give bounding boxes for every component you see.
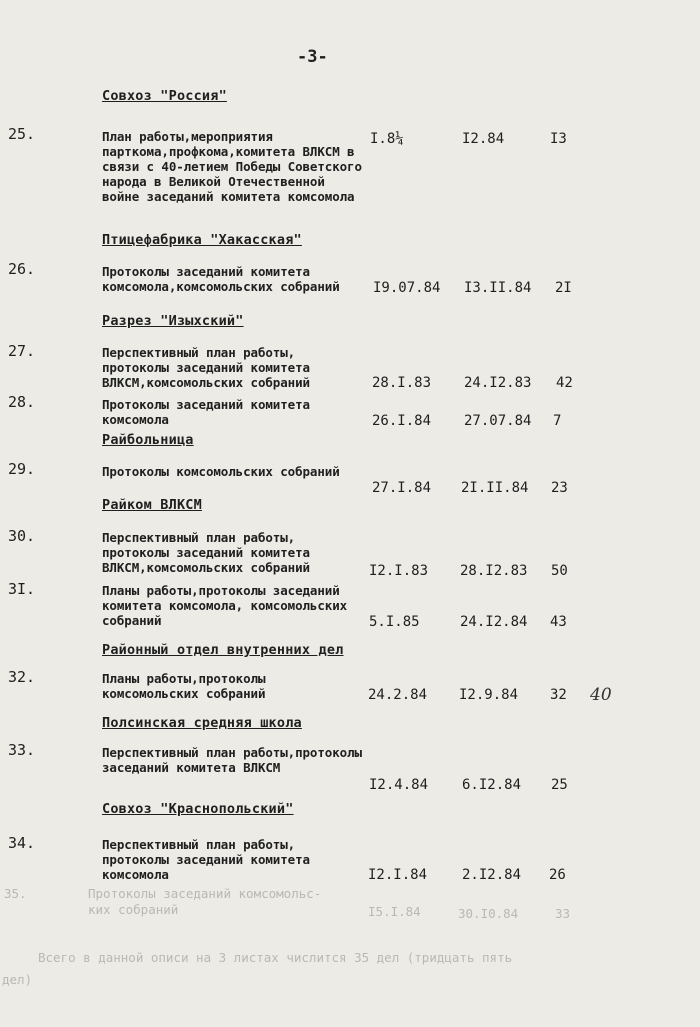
entry-description: Перспективный план работы, протоколы заседаний комитета комсомола: [102, 837, 310, 882]
entry-number: 29.: [8, 460, 36, 478]
entry-description: Протоколы комсомольских собраний: [102, 464, 340, 479]
page-number: -3-: [297, 47, 328, 67]
entry-count: 7: [553, 413, 562, 429]
handwritten-note: 40: [590, 685, 612, 705]
entry-end-date: I2.9.84: [459, 687, 519, 703]
entry-end-date: 24.I2.83: [464, 375, 532, 391]
entry-description: Перспективный план работы,протоколы заседаний комитета ВЛКСМ: [102, 745, 362, 775]
entry-end-date: 27.07.84: [464, 413, 532, 429]
entry-end-date: 24.I2.84: [460, 614, 528, 630]
entry-description: Планы работы,протоколы комсомольских собраний: [102, 671, 266, 701]
entry-number: 30.: [8, 527, 36, 545]
entry-description: Протоколы заседаний комитета комсомола,комсомольских собраний: [102, 264, 340, 294]
entry-description: Планы работы,протоколы заседаний комитета комсомола, комсомольских собраний: [102, 583, 348, 628]
entry-count: 50: [551, 563, 568, 579]
bleed-description-line: ких собраний: [88, 902, 179, 917]
entry-count: 26: [549, 867, 566, 883]
section-title: Птицефабрика "Хакасская": [102, 232, 302, 248]
section-title: Полсинская средняя школа: [102, 715, 302, 731]
entry-start-date: 26.I.84: [372, 413, 432, 429]
section-title: Райбольница: [102, 432, 194, 448]
entry-end-date: 6.I2.84: [462, 777, 522, 793]
entry-description: Перспективный план работы, протоколы заседаний комитета ВЛКСМ,комсомольских собраний: [102, 345, 310, 390]
entry-description: План работы,мероприятия парткома,профкома,комитета ВЛКСМ в связи с 40-летием Победы Советского народа в Великой Отечественной войне заседаний комитета комсомола: [102, 129, 362, 204]
section-title: Райком ВЛКСМ: [102, 497, 202, 513]
entry-number: 34.: [8, 834, 36, 852]
entry-end-date: I2.84: [462, 131, 505, 147]
entry-start-date: 24.2.84: [368, 687, 428, 703]
entry-count: I3: [550, 131, 567, 147]
bleed-footer-line: дел): [2, 972, 33, 987]
entry-count: 23: [551, 480, 568, 496]
entry-description: Протоколы заседаний комитета комсомола: [102, 397, 310, 427]
entry-count: 2I: [555, 280, 572, 296]
entry-start-date: I.8¼: [370, 131, 404, 147]
entry-number: 33.: [8, 741, 36, 759]
section-title: Разрез "Изыхский": [102, 313, 244, 329]
entry-number: 25.: [8, 125, 36, 143]
entry-count: 32: [550, 687, 567, 703]
entry-number: 32.: [8, 668, 36, 686]
bleed-footer-line: Всего в данной описи на 3 листах числится 35 дел (тридцать пять: [38, 950, 513, 965]
entry-count: 42: [556, 375, 573, 391]
entry-start-date: I9.07.84: [373, 280, 441, 296]
entry-number: 3I.: [8, 580, 36, 598]
entry-start-date: 27.I.84: [372, 480, 432, 496]
entry-start-date: 5.I.85: [369, 614, 420, 630]
entry-description: Перспективный план работы, протоколы заседаний комитета ВЛКСМ,комсомольских собраний: [102, 530, 310, 575]
entry-count: 43: [550, 614, 567, 630]
section-title: Совхоз "Краснопольский": [102, 801, 294, 817]
section-title: Районный отдел внутренних дел: [102, 642, 344, 658]
entry-start-date: I2.I.84: [368, 867, 428, 883]
entry-end-date: 2I.II.84: [461, 480, 529, 496]
bleed-description-line: Протоколы заседаний комсомольс-: [88, 886, 322, 901]
entry-end-date: I3.II.84: [464, 280, 532, 296]
entry-end-date: 2.I2.84: [462, 867, 522, 883]
entry-count: 25: [551, 777, 568, 793]
entry-start-date: I2.4.84: [369, 777, 429, 793]
entry-number: 27.: [8, 342, 36, 360]
bleed-count: 33: [555, 906, 571, 921]
bleed-entry-number: 35.: [4, 886, 27, 901]
entry-start-date: 28.I.83: [372, 375, 432, 391]
entry-number: 26.: [8, 260, 36, 278]
entry-end-date: 28.I2.83: [460, 563, 528, 579]
entry-start-date: I2.I.83: [369, 563, 429, 579]
bleed-start-date: I5.I.84: [368, 904, 421, 919]
bleed-end-date: 30.I0.84: [458, 906, 519, 921]
section-title: Совхоз "Россия": [102, 88, 227, 104]
entry-number: 28.: [8, 393, 36, 411]
